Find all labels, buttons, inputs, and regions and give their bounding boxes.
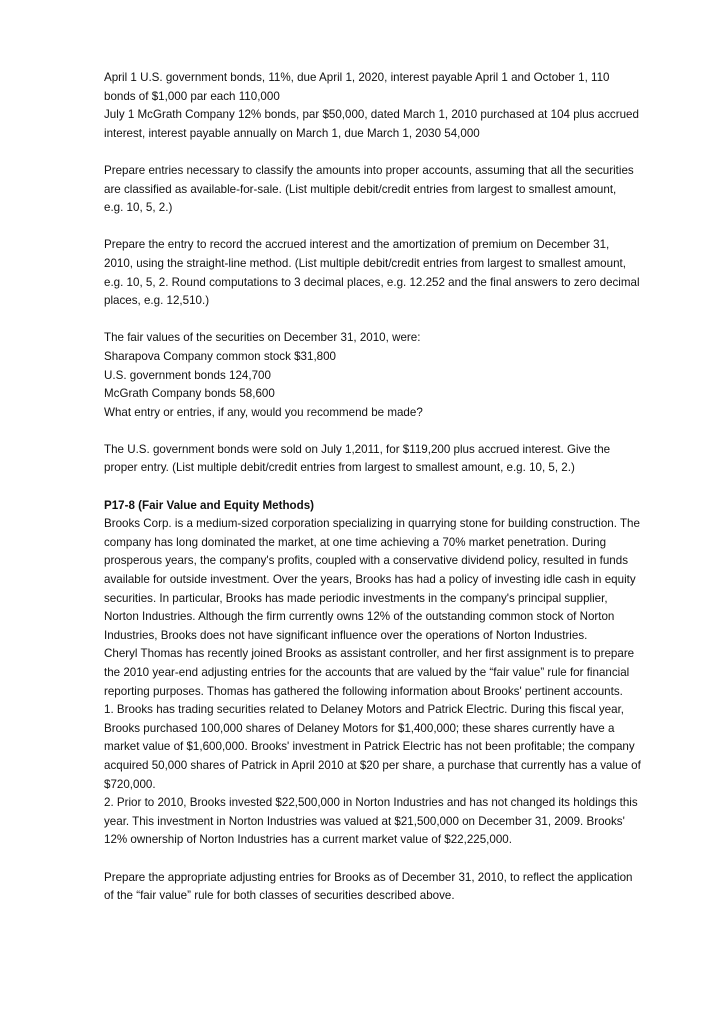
paragraph-spacer — [104, 422, 684, 441]
paragraph-spacer — [104, 850, 684, 869]
text-line: prosperous years, the company's profits, coupled with a conservative dividend policy, resulted in funds — [104, 554, 628, 568]
bonds-sold-paragraph — [104, 441, 684, 478]
text-line: July 1 McGrath Company 12% bonds, par $50,000, dated March 1, 2010 purchased at 104 plus accrued — [104, 108, 639, 122]
brooks-corp-paragraph — [104, 515, 684, 850]
text-line: 2. Prior to 2010, Brooks invested $22,500,000 in Norton Industries and has not changed its holdings this — [104, 796, 638, 810]
text-line: Cheryl Thomas has recently joined Brooks as assistant controller, and her first assignment is to prepare — [104, 647, 635, 661]
text-line: Prepare entries necessary to classify the amounts into proper accounts, assuming that all the securities — [104, 163, 634, 177]
text-line: securities. In particular, Brooks has made periodic investments in the company's principal supplier, — [104, 591, 608, 605]
text-line: Industries, Brooks does not have significant influence over the operations of Norton Industries. — [104, 628, 588, 642]
text-line: Norton Industries. Although the firm currently owns 12% of the outstanding common stock of Norton — [104, 610, 615, 624]
classify-entries-paragraph — [104, 162, 684, 218]
text-line: Prepare the entry to record the accrued interest and the amortization of premium on December 31, — [104, 238, 610, 252]
text-line: 1. Brooks has trading securities related to Delaney Motors and Patrick Electric. During this fiscal year, — [104, 703, 625, 717]
accrued-interest-paragraph — [104, 236, 684, 310]
paragraph-spacer — [104, 143, 684, 162]
problem-heading: P17-8 (Fair Value and Equity Methods) — [104, 498, 315, 512]
text-line: e.g. 10, 5, 2.) — [104, 201, 173, 215]
text-line: bonds of $1,000 par each 110,000 — [104, 89, 280, 103]
paragraph-spacer — [104, 311, 684, 330]
text-line: the 2010 year-end adjusting entries for the accounts that are valued by the “fair value” rule for financial — [104, 666, 630, 679]
text-line: year. This investment in Norton Industries was valued at $21,500,000 on December 31, 2009. Brooks' — [104, 814, 625, 828]
text-line: of the “fair value” rule for both classes of securities described above. — [104, 889, 455, 903]
text-line: proper entry. (List multiple debit/credit entries from largest to smallest amount, e.g. 10, 5, 2.) — [104, 461, 575, 475]
text-line: What entry or entries, if any, would you recommend be made? — [104, 405, 423, 419]
paragraph-spacer — [104, 478, 684, 497]
text-line: available for outside investment. Over the years, Brooks has had a policy of investing idle cash in equity — [104, 573, 636, 587]
text-line: company has long dominated the market, at one time achieving a 70% market penetration. During — [104, 535, 607, 549]
text-line: acquired 50,000 shares of Patrick in April 2010 at $20 per share, a purchase that currently has a value of — [104, 758, 641, 772]
text-line: 12% ownership of Norton Industries has a current market value of $22,225,000. — [104, 833, 512, 847]
text-line: e.g. 10, 5, 2. Round computations to 3 decimal places, e.g. 12.252 and the final answers to zero decimal — [104, 275, 640, 289]
text-line: interest, interest payable annually on March 1, due March 1, 2030 54,000 — [104, 126, 480, 140]
text-line: Sharapova Company common stock $31,800 — [104, 349, 337, 363]
text-line: 2010, using the straight-line method. (List multiple debit/credit entries from largest to smallest amount, — [104, 256, 626, 270]
text-line: Brooks purchased 100,000 shares of Delaney Motors for $1,400,000; these shares currently have a — [104, 721, 615, 735]
adjusting-entries-paragraph — [104, 869, 684, 906]
text-line: Brooks Corp. is a medium-sized corporation specializing in quarrying stone for building construction. The — [104, 517, 640, 531]
text-line: McGrath Company bonds 58,600 — [104, 387, 275, 401]
text-line: The fair values of the securities on December 31, 2010, were: — [104, 331, 421, 345]
text-line: places, e.g. 12,510.) — [104, 294, 210, 308]
fair-values-paragraph — [104, 329, 684, 422]
text-line: April 1 U.S. government bonds, 11%, due April 1, 2020, interest payable April 1 and October 1, 110 — [104, 71, 610, 84]
text-line: are classified as available-for-sale. (List multiple debit/credit entries from largest to smallest amount, — [104, 182, 617, 196]
paragraph-spacer — [104, 218, 684, 237]
securities-purchases-paragraph — [104, 69, 684, 143]
text-line: Prepare the appropriate adjusting entries for Brooks as of December 31, 2010, to reflect the application — [104, 870, 633, 884]
document-page — [104, 69, 684, 906]
text-line: reporting purposes. Thomas has gathered the following information about Brooks' pertinent accounts. — [104, 684, 623, 698]
text-line: market value of $1,600,000. Brooks' investment in Patrick Electric has not been profitable; the company — [104, 740, 635, 754]
text-line: The U.S. government bonds were sold on July 1,2011, for $119,200 plus accrued interest. Give the — [104, 442, 611, 456]
text-line: $720,000. — [104, 777, 156, 791]
text-line: U.S. government bonds 124,700 — [104, 368, 271, 382]
